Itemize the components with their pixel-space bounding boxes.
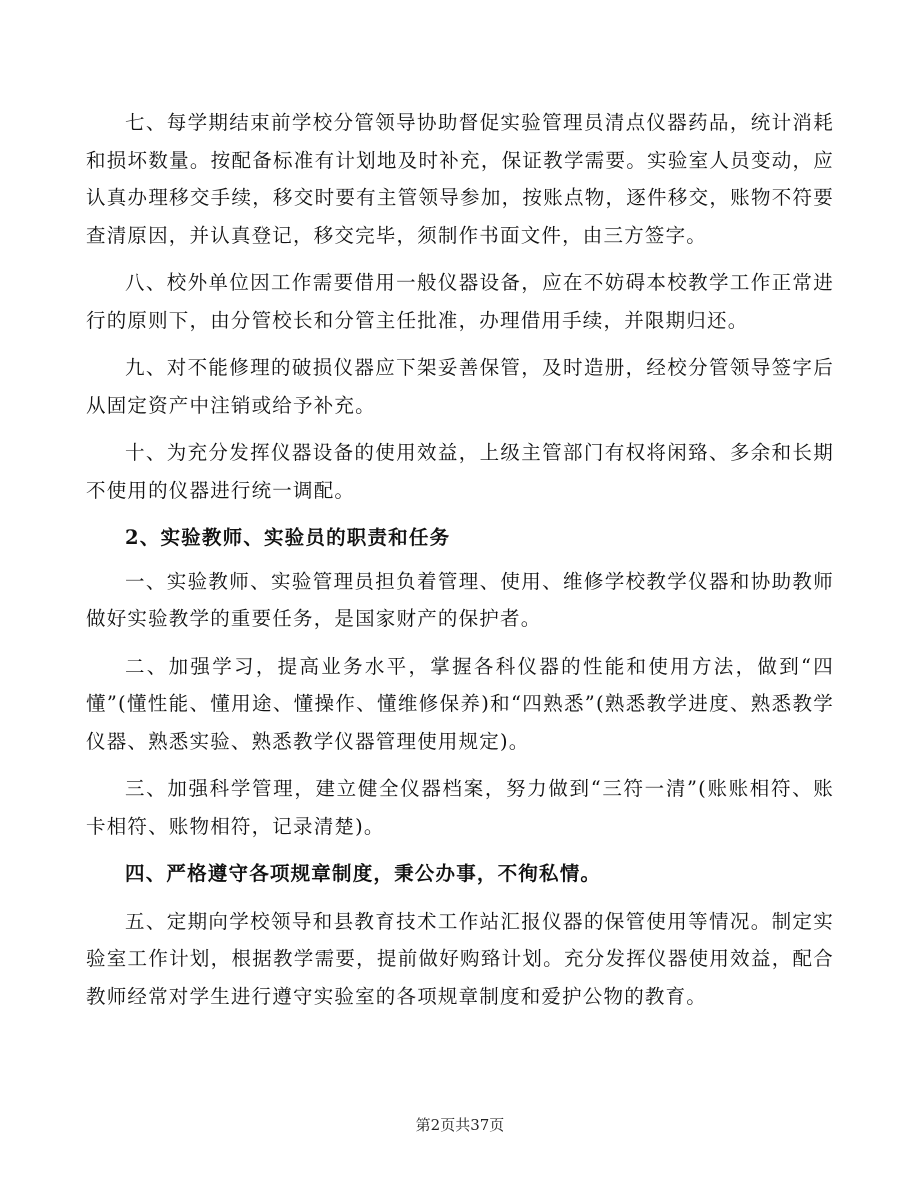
paragraph-ten: 十、为充分发挥仪器设备的使用效益，上级主管部门有权将闲臵、多余和长期不使用的仪器进行统一调配。 [86,441,834,502]
page-number: 第2页共37页 [415,1116,505,1134]
paragraph-eight: 八、校外单位因工作需要借用一般仪器设备，应在不妨碍本校教学工作正常进行的原则下，由分管校长和分管主任批准，办理借用手续，并限期归还。 [86,271,834,332]
paragraph-seven: 七、每学期结束前学校分管领导协助督促实验管理员清点仪器药品，统计消耗和损坏数量。按配备标准有计划地及时补充，保证教学需要。实验室人员变动，应认真办理移交手续，移交时要有主管领导参加，按账点物，逐件移交，账物不符要查清原因，并认真登记，移交完毕，须制作书面文件，由三方签字。 [86,111,834,247]
paragraph-nine: 九、对不能修理的破损仪器应下架妥善保管，及时造册，经校分管领导签字后从固定资产中注销或给予补充。 [86,356,834,417]
document-body [86,104,834,1025]
paragraph-one: 一、实验教师、实验管理员担负着管理、使用、维修学校教学仪器和协助教师做好实验教学的重要任务，是国家财产的保护者。 [86,569,834,630]
section-heading: 2、实验教师、实验员的职责和任务 [125,526,451,549]
paragraph-five: 五、定期向学校领导和县教育技术工作站汇报仪器的保管使用等情况。制定实验室工作计划，根据教学需要，提前做好购臵计划。充分发挥仪器使用效益，配合教师经常对学生进行遵守实验室的各项规章制度和爱护公物的教育。 [86,909,834,1008]
paragraph-three: 三、加强科学管理，建立健全仪器档案，努力做到“三符一清”(账账相符、账卡相符、账物相符，记录清楚)。 [86,777,834,838]
paragraph-four: 四、严格遵守各项规章制度，秉公办事，不徇私情。 [125,862,602,885]
paragraph-two: 二、加强学习，提高业务水平，掌握各科仪器的性能和使用方法，做到“四懂”(懂性能、懂用途、懂操作、懂维修保养)和“四熟悉”(熟悉教学进度、熟悉教学仪器、熟悉实验、熟悉教学仪器管理使用规定)。 [86,654,834,753]
